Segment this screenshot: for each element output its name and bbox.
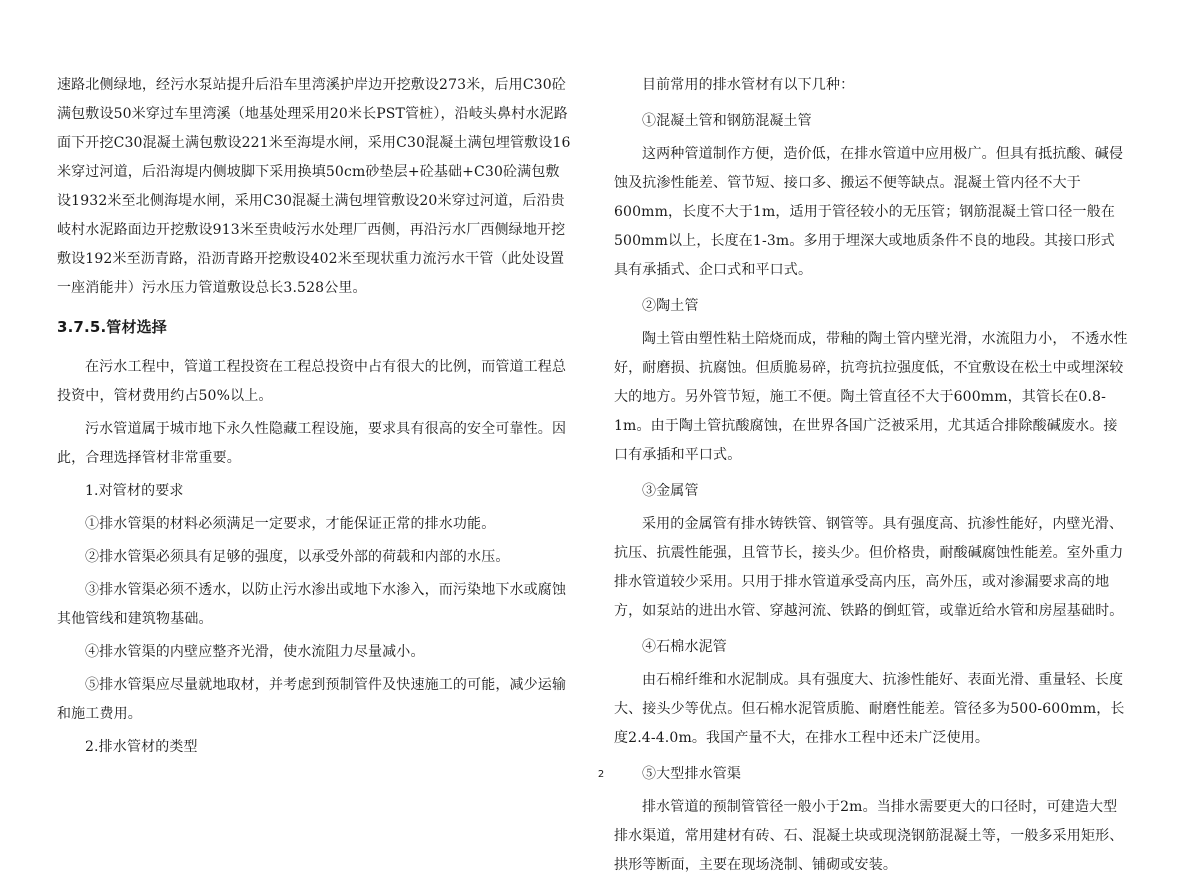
left-column	[57, 70, 573, 762]
pipe-type-title: ③金属管	[642, 483, 699, 499]
section-heading: 3.7.5.管材选择	[57, 318, 167, 336]
requirement-item: ①排水管渠的材料必须满足一定要求，才能保证正常的排水功能。	[85, 516, 496, 532]
page-number: 2	[597, 769, 605, 780]
pipe-type-title: ②陶土管	[642, 298, 699, 314]
pipe-type-description: 这两种管道制作方便，造价低，在排水管道中应用极广。但具有抵抗酸、碱侵蚀及抗渗性能差、管节短、接口多、搬运不便等缺点。混凝土管内径不大于600mm，长度不大于1m，适用于管径较小的无压管；钢筋混凝土管口径一般在500mm以上，长度在1-3m。多用于埋深大或地质条件不良的地段。其接口形式具有承插式、企口式和平口式。	[614, 146, 1124, 278]
pipe-type-title: ①混凝土管和钢筋混凝土管	[642, 113, 812, 129]
types-intro: 目前常用的排水管材有以下几种：	[642, 77, 855, 93]
types-title: 2.排水管材的类型	[85, 739, 198, 755]
pipe-type-title: ④石棉水泥管	[642, 639, 727, 655]
pipe-type-title: ⑤大型排水管渠	[642, 766, 742, 782]
pipe-type-description: 排水管道的预制管管径一般小于2m。当排水需要更大的口径时，可建造大型排水渠道，常用建材有砖、石、混凝土块或现浇钢筋混凝土等，一般多采用矩形、拱形等断面，主要在现场浇制、铺砌或安装。	[614, 799, 1124, 873]
requirement-item: ③排水管渠必须不透水，以防止污水渗出或地下水渗入，而污染地下水或腐蚀其他管线和建筑物基础。	[57, 582, 567, 627]
requirements-title: 1.对管材的要求	[85, 483, 184, 499]
pipe-type-description: 采用的金属管有排水铸铁管、钢管等。具有强度高、抗渗性能好，内壁光滑、抗压、抗震性能强，且管节长，接头少。但价格贵，耐酸碱腐蚀性能差。室外重力排水管道较少采用。只用于排水管道承受高内压，高外压，或对渗漏要求高的地方，如泵站的进出水管、穿越河流、铁路的倒虹管，或靠近给水管和房屋基础时。	[614, 516, 1124, 619]
pipe-type-description: 陶土管由塑性粘土陪烧而成，带釉的陶土管内壁光滑，水流阻力小， 不透水性好，耐磨损、抗腐蚀。但质脆易碎，抗弯抗拉强度低，不宜敷设在松土中或埋深较大的地方。另外管节短，施工不便。陶土管直径不大于600mm，其管长在0.8-1m。由于陶土管抗酸腐蚀，在世界各国广泛被采用，尤其适合排除酸碱废水。接口有承插和平口式。	[614, 331, 1128, 463]
intro-paragraph: 速路北侧绿地，经污水泵站提升后沿车里湾溪护岸边开挖敷设273米，后用C30砼满包敷设50米穿过车里湾溪（地基处理采用20米长PST管桩），沿岐头鼻村水泥路面下开挖C30混凝土满包敷设221米至海堤水闸，采用C30混凝土满包埋管敷设16米穿过河道，后沿海堤内侧坡脚下采用换填50cm砂垫层+砼基础+C30砼满包敷设1932米至北侧海堤水闸，采用C30混凝土满包埋管敷设20米穿过河道，后沿贵岐村水泥路面边开挖敷设913米至贵岐污水处理厂西侧，再沿污水厂西侧绿地开挖敷设192米至沥青路，沿沥青路开挖敷设402米至现状重力流污水干管（此处设置一座消能井）污水压力管道敷设总长3.528公里。	[57, 77, 571, 296]
right-column	[614, 70, 1128, 880]
paragraph-investment: 在污水工程中，管道工程投资在工程总投资中占有很大的比例，而管道工程总投资中，管材费用约占50%以上。	[57, 359, 567, 404]
requirement-item: ⑤排水管渠应尽量就地取材，并考虑到预制管件及快速施工的可能，减少运输和施工费用。	[57, 677, 567, 722]
requirement-item: ②排水管渠必须具有足够的强度，以承受外部的荷载和内部的水压。	[85, 549, 510, 565]
pipe-type-description: 由石棉纤维和水泥制成。具有强度大、抗渗性能好、表面光滑、重量轻、长度大、接头少等优点。但石棉水泥管质脆、耐磨性能差。管径多为500-600mm，长度2.4-4.0m。我国产量不大，在排水工程中还未广泛使用。	[614, 672, 1125, 746]
paragraph-safety: 污水管道属于城市地下永久性隐藏工程设施，要求具有很高的安全可靠性。因此，合理选择管材非常重要。	[57, 421, 567, 466]
requirement-item: ④排水管渠的内壁应整齐光滑，使水流阻力尽量减小。	[85, 644, 425, 660]
